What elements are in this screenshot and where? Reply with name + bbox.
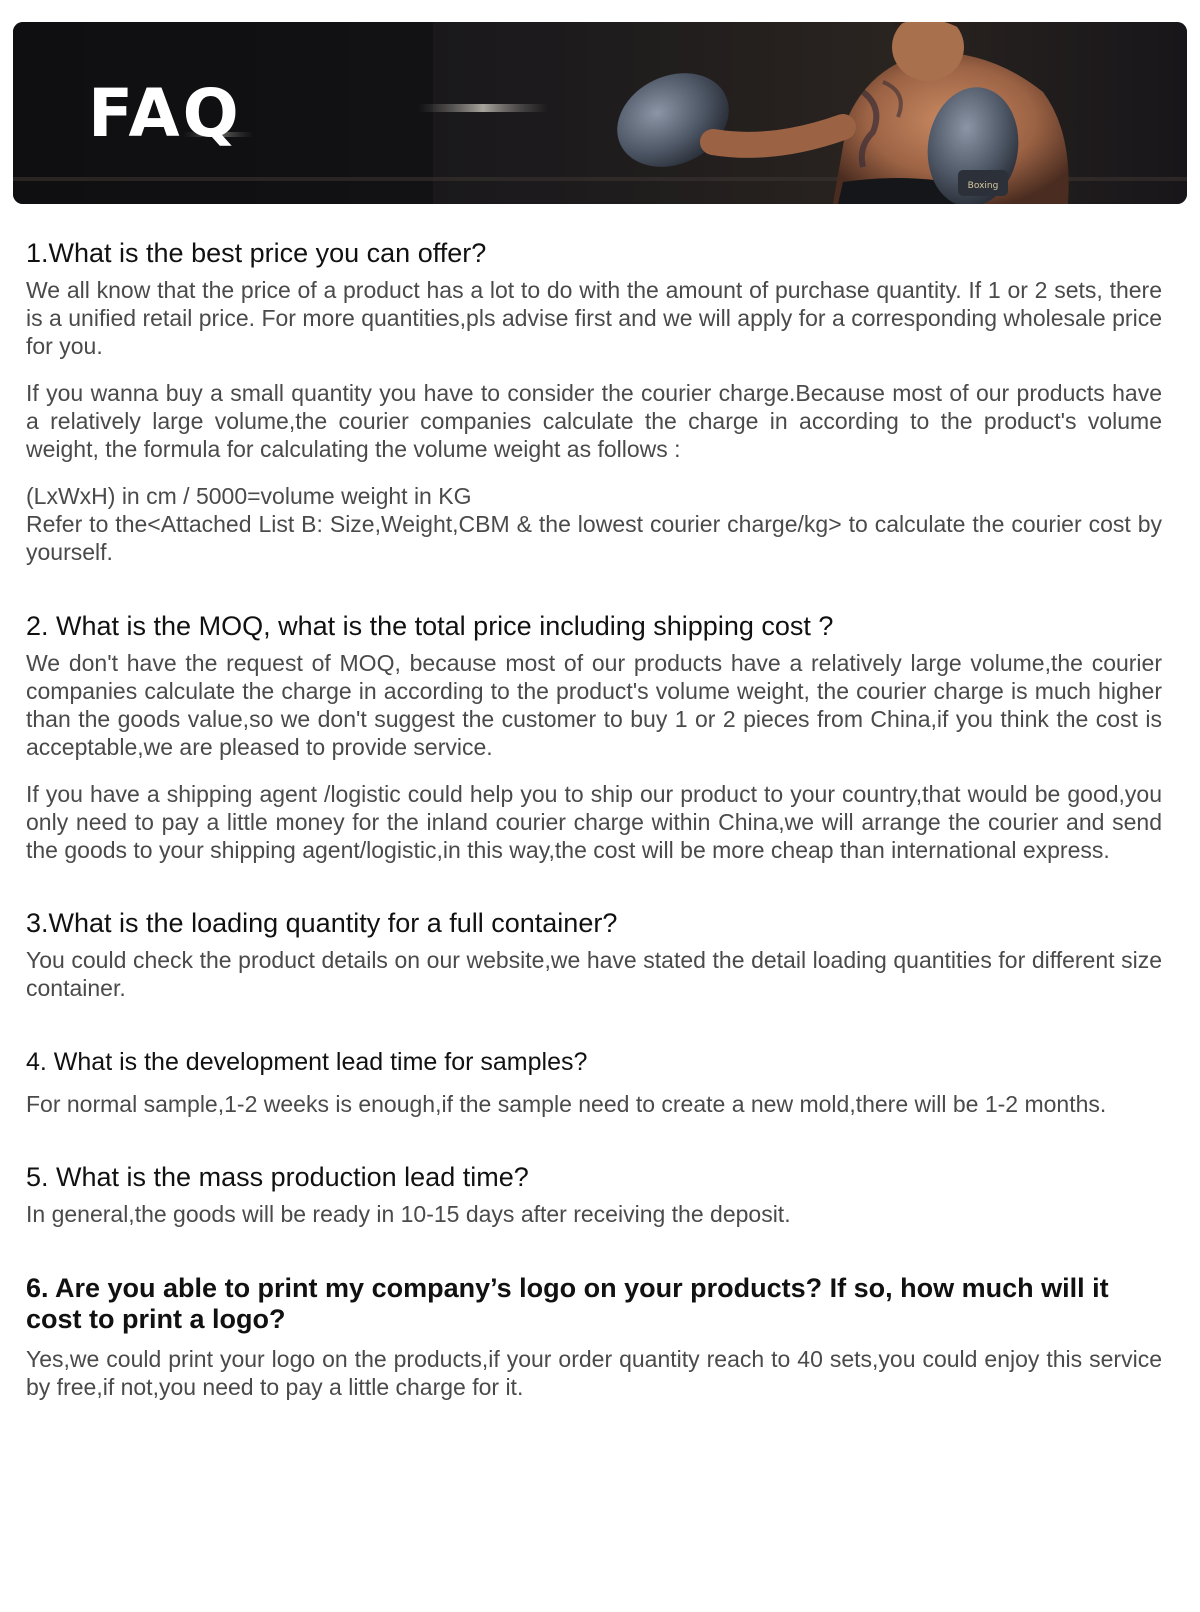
faq-answer: We all know that the price of a product has a lot to do with the amount of purchase quantity. If 1 or 2 sets, there is a unified retail price. For more quantities,pls advise first and we will apply for a corresponding wholesale price for you. (26, 277, 1162, 359)
formula-line: (LxWxH) in cm / 5000=volume weight in KG (26, 483, 472, 509)
ceiling-lamp (418, 104, 548, 112)
faq-list (26, 238, 1162, 1401)
faq-answer: If you wanna buy a small quantity you have to consider the courier charge.Because most of our products have a relatively large volume,the courier companies calculate the charge in according to the product's volume weight, the formula for calculating the volume weight as follows : (26, 380, 1162, 462)
page-title: FAQ (88, 75, 242, 152)
faq-question: 6. Are you able to print my company’s logo on your products? If so, how much will it cost to print a logo? (26, 1273, 1109, 1334)
faq-answer: You could check the product details on our website,we have stated the detail loading quantities for different size container. (26, 947, 1162, 1001)
faq-question: 5. What is the mass production lead time? (26, 1162, 529, 1192)
faq-question: 2. What is the MOQ, what is the total price including shipping cost ? (26, 611, 834, 641)
faq-item-3 (26, 908, 1162, 1002)
faq-item-1 (26, 238, 1162, 566)
faq-item-4 (26, 1047, 1162, 1118)
faq-answer: We don't have the request of MOQ, because most of our products have a relatively large volume,the courier companies calculate the charge in according to the product's volume weight, the courier charge is much higher than the goods value,so we don't suggest the customer to buy 1 or 2 pieces from China,if you think the cost is acceptable,we are pleased to provide service. (26, 650, 1162, 760)
faq-answer-line: Refer to the<Attached List B: Size,Weight,CBM & the lowest courier charge/kg> to calculate the courier cost by yourself. (26, 511, 1162, 565)
faq-banner (13, 22, 1187, 204)
faq-answer: For normal sample,1-2 weeks is enough,if the sample need to create a new mold,there will be 1-2 months. (26, 1091, 1107, 1117)
faq-answer: In general,the goods will be ready in 10-15 days after receiving the deposit. (26, 1201, 791, 1227)
faq-answer: If you have a shipping agent /logistic could help you to ship our product to your country,that would be good,you only need to pay a little money for the inland courier charge within China,we will arrange the courier and send the goods to your shipping agent/logistic,in this way,the cost will be more cheap than international express. (26, 781, 1162, 863)
faq-question: 1.What is the best price you can offer? (26, 238, 487, 268)
faq-question: 4. What is the development lead time for samples? (26, 1048, 588, 1076)
glove-label: Boxing (967, 181, 999, 191)
faq-item-2 (26, 611, 1162, 864)
faq-answer (26, 482, 1162, 566)
faq-item-5 (26, 1162, 1162, 1228)
faq-item-6 (26, 1273, 1162, 1401)
faq-question: 3.What is the loading quantity for a full container? (26, 908, 618, 938)
faq-answer: Yes,we could print your logo on the products,if your order quantity reach to 40 sets,you could enjoy this service by free,if not,you need to pay a little charge for it. (26, 1346, 1162, 1400)
